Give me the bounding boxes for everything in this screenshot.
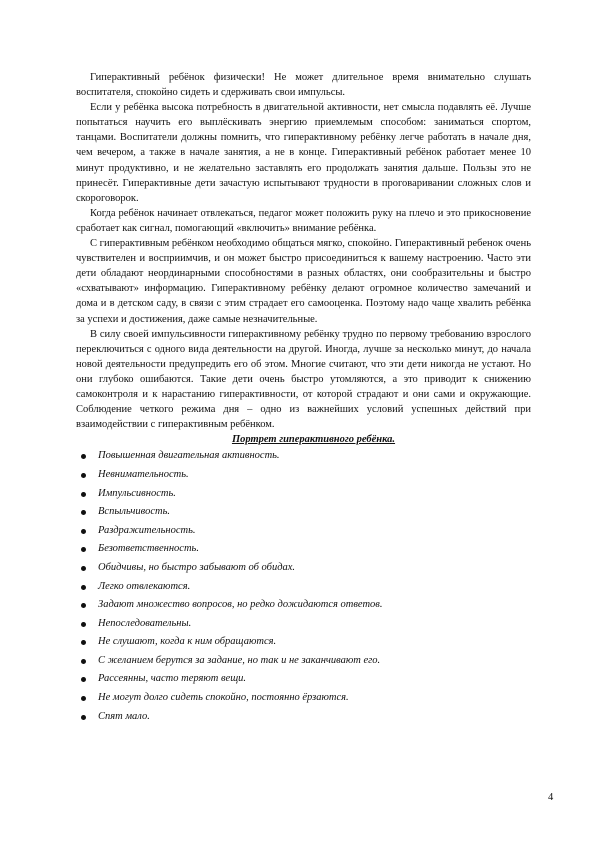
trait-text: Раздражительность. (98, 524, 196, 536)
trait-text: Спят мало. (98, 710, 150, 722)
bullet-icon (81, 603, 86, 608)
trait-text: Повышенная двигательная активность. (98, 450, 280, 462)
trait-text: Не могут долго сидеть спокойно, постоянно ёрзаются. (98, 692, 349, 704)
bullet-icon (81, 659, 86, 664)
list-item (76, 689, 531, 708)
trait-text: Непоследовательны. (98, 617, 192, 629)
trait-text: Обидчивы, но быстро забывают об обидах. (98, 561, 296, 573)
trait-text: Невнимательность. (98, 468, 189, 480)
list-item (76, 708, 531, 727)
trait-text: Рассеянны, часто теряют вещи. (98, 673, 247, 685)
list-item (76, 522, 531, 541)
list-item (76, 503, 531, 522)
list-item (76, 633, 531, 652)
trait-text: Импульсивность. (98, 487, 176, 499)
list-item (76, 540, 531, 559)
list-item (76, 466, 531, 485)
trait-text: Вспыльчивость. (98, 506, 170, 518)
bullet-icon (81, 677, 86, 682)
list-item (76, 447, 531, 466)
bullet-icon (81, 640, 86, 645)
bullet-icon (81, 492, 86, 497)
list-item (76, 578, 531, 597)
paragraph-impulsivity: В силу своей импульсивности гиперактивному ребёнку трудно по первому требованию взрослого переключиться с одного вида деятельности на другой. Иногда, лучше за несколько минут, до начала новой деятельности предупредить его об этом. Многие считают, что эти дети никогда не устают. Но они глубоко ошибаются. Такие дети очень быстро утомляются, а это приводит к снижению самоконтроля и к нарастанию гиперактивности, от которой страдают и они сами и окружающие. Соблюдение четкого режима дня – одно из важнейших условий успешных действий при взаимодействии с гиперактивным ребёнком. (76, 328, 531, 431)
list-item (76, 596, 531, 615)
bullet-icon (81, 473, 86, 478)
page-number: 4 (548, 792, 554, 803)
portrait-heading: Портрет гиперактивного ребёнка. (231, 434, 396, 446)
bullet-icon (81, 529, 86, 534)
bullet-icon (81, 715, 86, 720)
bullet-icon (81, 547, 86, 552)
bullet-icon (81, 510, 86, 515)
document-body (76, 70, 531, 726)
bullet-icon (81, 585, 86, 590)
paragraph-intro: Гиперактивный ребёнок физически! Не может длительное время внимательно слушать воспитателя, спокойно сидеть и сдерживать свои импульсы. (76, 72, 531, 99)
paragraph-distraction: Когда ребёнок начинает отвлекаться, педагог может положить руку на плечо и это прикосновение сработает как сигнал, помогающий «включить» внимание ребёнка. (76, 207, 531, 234)
bullet-icon (81, 622, 86, 627)
trait-text: С желанием берутся за задание, но так и не заканчивают его. (98, 654, 381, 666)
paragraph-motor-activity: Если у ребёнка высока потребность в двигательной активности, нет смысла подавлять её. Лучше попытаться научить его выплёскивать энергию приемлемым способом: заниматься спортом, танцами. Воспитатели должны помнить, что гиперактивному ребёнку легче работать в начале дня, чем вечером, а также в начале занятия, а не в конце. Гиперактивный ребёнок работает менее 10 минут продуктивно, и не желательно заставлять его продолжать занятия дальше. Пользы это не принесёт. Гиперактивные дети зачастую испытывают трудности в проговаривании сложных слов и скороговорок. (76, 102, 531, 204)
list-item (76, 485, 531, 504)
traits-list (76, 447, 531, 726)
trait-text: Безответственность. (98, 543, 199, 555)
list-item (76, 615, 531, 634)
bullet-icon (81, 696, 86, 701)
bullet-icon (81, 454, 86, 459)
trait-text: Легко отвлекаются. (98, 580, 191, 592)
list-item (76, 559, 531, 578)
trait-text: Задают множество вопросов, но редко дожидаются ответов. (98, 599, 383, 611)
paragraph-communication: С гиперактивным ребёнком необходимо общаться мягко, спокойно. Гиперактивный ребенок очень чувствителен и восприимчив, и он может быстро присоединиться к вашему настроению. Часто эти дети обладают неординарными способностями в разных областях, они сообразительны и быстро «схватывают» информацию. Гиперактивному ребёнку делают огромное количество замечаний и дома и в детском саду, в связи с этим страдает его самооценка. Поэтому надо чаще хвалить ребёнка за успехи и достижения, даже самые незначительные. (76, 238, 531, 325)
list-item (76, 670, 531, 689)
list-item (76, 652, 531, 671)
trait-text: Не слушают, когда к ним обращаются. (98, 636, 277, 648)
bullet-icon (81, 566, 86, 571)
